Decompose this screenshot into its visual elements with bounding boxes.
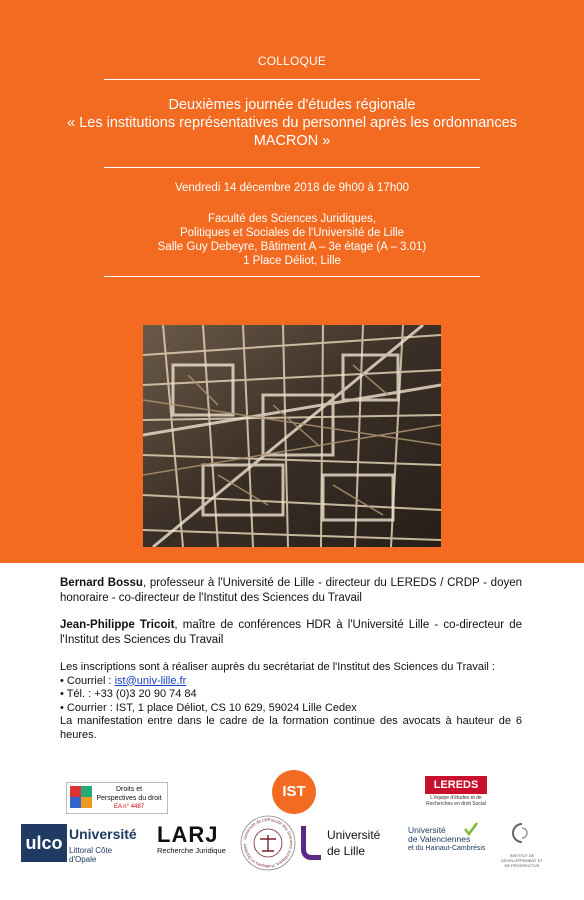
venue-line: 1 Place Déliot, Lille [243, 255, 341, 267]
institut-developpement-logo [498, 820, 546, 868]
speaker-desc: , maître de conférences HDR à l'Université Lille - co-directeur de l'Institut des Sciences du Travail [60, 619, 522, 646]
divider [104, 79, 480, 80]
universite-lille-logo [301, 826, 393, 862]
swirl-icon [498, 820, 546, 848]
registration-intro: Les inscriptions sont à réaliser auprès du secrétariat de l'Institut des Sciences du Travail : [60, 661, 495, 673]
checkmark-icon [464, 822, 478, 836]
droits-perspectives-logo [66, 782, 168, 814]
logo-text: Recherche Juridique [157, 846, 226, 855]
logo-text: Perspectives du droit [96, 795, 162, 802]
larj-logo [157, 824, 231, 860]
ulco-logo [21, 824, 139, 862]
logo-text: Université [408, 825, 446, 835]
speaker-1 [60, 576, 522, 605]
title-line: Deuxièmes journée d'études régionale [168, 97, 416, 113]
event-venue [0, 212, 584, 268]
logo-text: Droits et [115, 786, 143, 793]
registration-phone: • Tél. : +33 (0)3 20 90 74 84 [60, 688, 197, 700]
logo-text: EA n° 4487 [113, 804, 145, 810]
cover-image [143, 325, 441, 547]
event-date: Vendredi 14 décembre 2018 de 9h00 à 17h00 [174, 182, 410, 194]
event-title [0, 96, 584, 150]
registration-note: La manifestation entre dans le cadre de la formation continue des avocats à hauteur de 6 heures. [60, 715, 522, 741]
title-line: MACRON » [253, 133, 331, 149]
venue-line: Politiques et Sociales de l'Université de Lille [179, 227, 404, 239]
logo-mark: ulco [21, 824, 67, 862]
speaker-name: Jean-Philippe Tricoit [60, 619, 175, 631]
puzzle-icon [70, 786, 92, 808]
speaker-2 [60, 618, 522, 647]
speaker-desc: , professeur à l'Université de Lille - directeur du LEREDS / CRDP - doyen honoraire - co-directeur de l'Institut des Sciences du Travail [60, 577, 523, 604]
venue-line: Faculté des Sciences Juridiques, [207, 213, 377, 225]
logo-text: LARJ [157, 822, 219, 847]
logo-text: Université [327, 828, 381, 842]
logo-text: Littoral Côte d'Opale [69, 846, 113, 864]
title-line: « Les institutions représentatives du personnel après les ordonnances [67, 115, 517, 131]
lereds-logo [425, 776, 487, 812]
registration-mail: • Courrier : IST, 1 place Déliot, CS 10 629, 59024 Lille Cedex [60, 701, 357, 714]
logo-text: LEREDS [425, 776, 487, 794]
logo-text: L'équipe d'études et de Recherches en droit Social [426, 795, 486, 807]
event-kicker: COLLOQUE [257, 54, 327, 68]
logo-text: INSTITUT DE DÉVELOPPEMENT ET DE PROSPECTIVE [501, 853, 543, 868]
valenciennes-logo [408, 826, 488, 862]
logo-text: de Lille [327, 844, 366, 858]
faculte-seal-logo [240, 815, 296, 871]
lille-mark-icon [301, 826, 321, 860]
logo-text: et du Hainaut-Cambrésis [408, 845, 486, 852]
speaker-name: Bernard Bossu [60, 577, 143, 589]
divider [104, 276, 480, 277]
email-link[interactable]: ist@univ-lille.fr [114, 674, 187, 687]
logo-text: Université [69, 826, 137, 842]
divider [104, 167, 480, 168]
logo-text: Faculté des Sciences Juridiques, Politiques et Sociales · Université de Lill [241, 816, 294, 870]
ist-logo: IST [272, 770, 316, 814]
logo-text: de Valenciennes [408, 834, 471, 844]
registration-email: • Courriel : ist@univ-lille.fr [60, 674, 187, 687]
registration-info [60, 661, 522, 742]
venue-line: Salle Guy Debeyre, Bâtiment A – 3e étage (A – 3.01) [157, 241, 427, 253]
